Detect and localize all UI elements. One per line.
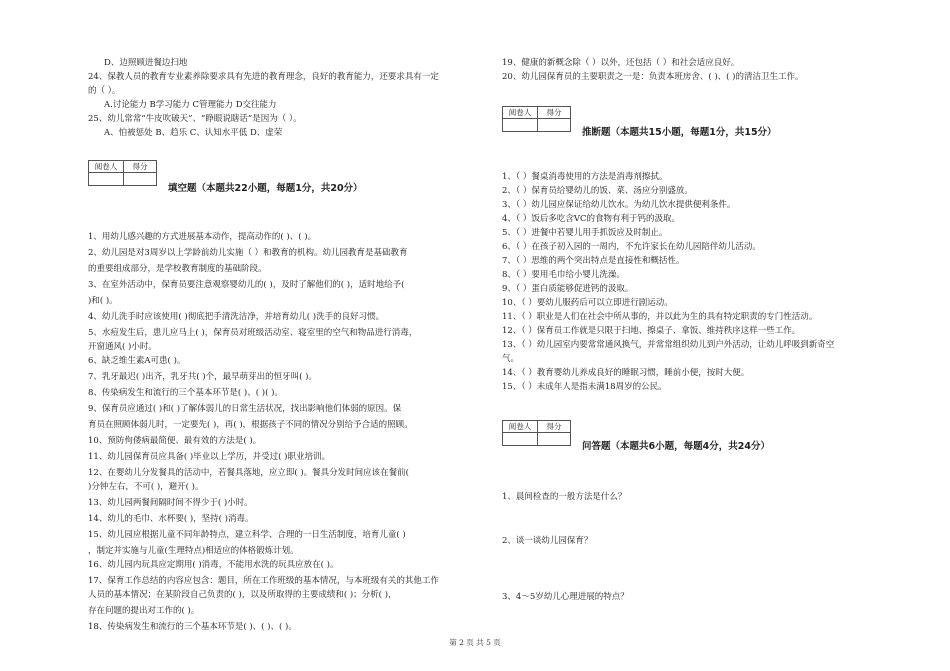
fill-question-line: )分钟左右，不可( )，避开( )。 <box>88 482 204 492</box>
grader-header: 阅卷人 <box>503 421 538 433</box>
section-title-fill: 填空题（本题共22小题，每题1分，共20分） <box>168 183 363 194</box>
fill-question-line: 18、传染病发生和流行的三个基本环节是( )、( )、( )。 <box>88 622 297 632</box>
score-box <box>502 106 571 132</box>
fill-question-line: 15、幼儿园应根据儿童不同年龄特点，建立科学、合理的一日生活制度，培育儿童( ) <box>88 530 406 540</box>
fill-question-line: 16、幼儿园内玩具应定期用( )消毒，不能用水洗的玩具应放在( )。 <box>88 560 339 570</box>
fill-question-line: 4、幼儿洗手时应该使用( )彻底把手清洗洁净，并培育幼儿( )洗手的良好习惯。 <box>88 312 385 322</box>
fill-question-line: )和( )。 <box>88 296 118 306</box>
score-cell[interactable] <box>538 433 571 446</box>
fill-question-line: 1、用幼儿感兴趣的方式进展基本动作，提高动作的( )、( )。 <box>88 232 317 242</box>
fill-question-line: ，制定并实施与儿童(生理特点)相适应的体格锻炼计划。 <box>88 546 299 556</box>
option-line: A、怕被惩处 B、趋乐 C、认知水平低 D、虚荣 <box>104 128 283 138</box>
fill-question-line: 2、幼儿园是对3周岁以上学龄前幼儿实施（ ）和教育的机构。幼儿园教育是基础教育 <box>88 248 408 258</box>
judge-question-line: 9、（ ）蛋白质能够促进钙的汲取。 <box>502 284 634 294</box>
section-title-qa: 问答题（本题共6小题，每题4分，共24分） <box>582 441 770 452</box>
option-line: D、边照顾进餐边扫地 <box>104 58 188 68</box>
grader-header: 阅卷人 <box>89 161 124 173</box>
grader-cell[interactable] <box>503 433 538 446</box>
question-line: 25、幼儿常常“牛皮吹破天”、“睁眼说瞎话”是因为（ ）。 <box>88 114 302 124</box>
judge-question-line: 3、（ ）幼儿园应保证给幼儿饮水。为幼儿饮水提供便利条件。 <box>502 200 736 210</box>
fill-question-line: 开窗通风( )小时。 <box>88 342 157 352</box>
fill-question-line: 14、幼儿的毛巾、水杯要( )，坚持( )消毒。 <box>88 514 254 524</box>
fill-question-line: 17、保育工作总结的内容应包含：题目，所在工作班级的基本情况，与本班级有关的其他工作 <box>88 576 439 586</box>
section-title-judge: 推断题（本题共15小题，每题1分，共15分） <box>582 127 777 138</box>
right-column <box>480 0 950 671</box>
fill-question-line: 5、水痘发生后，患儿应马上( )，保育员对班级活动室、寝室里的空气和物品进行消毒， <box>88 328 418 338</box>
qa-question: 2、谈一谈幼儿园保育？ <box>502 536 593 546</box>
judge-question-line: 10、（ ）要幼儿服药后可以立即进行剧运动。 <box>502 298 673 308</box>
fill-question-line: 3、在室外活动中，保育员要注意观察婴幼儿的( )，及时了解他们的( )，适时地给予( <box>88 280 405 290</box>
fill-question-line: 的重要组成部分，是学校教育制度的基础阶段。 <box>88 264 267 274</box>
judge-question-line: 15、（ ）未成年人是指未满18周岁的公民。 <box>502 382 667 392</box>
judge-question-line: 1、（ ）餐桌消毒使用的方法是消毒剂擦拭。 <box>502 172 668 182</box>
score-box <box>502 420 571 446</box>
fill-question-line: 11、幼儿园保育员应具备( )毕业以上学历，并受过( )职业培训。 <box>88 452 330 462</box>
score-cell[interactable] <box>538 119 571 132</box>
fill-question-line: 8、传染病发生和流行的三个基本环节是( )、( )( )。 <box>88 388 283 398</box>
fill-question-line: 育员在照顾体弱儿时，一定要先( )，再( )，根据孩子不同的情况分别给予合适的照顾。 <box>88 420 413 430</box>
qa-question: 3、4～5岁幼儿心理进展的特点？ <box>502 592 629 602</box>
question-line: 20、幼儿园保育员的主要职责之一是：负责本班房舍、( )、( )的清洁卫生工作。 <box>502 72 804 82</box>
page-footer: 第 2 页 共 5 页 <box>449 638 501 647</box>
fill-question-line: 人员的基本情况；在某阶段自己负责的( )，以及所取得的主要成绩和( )；分析( )， <box>88 590 397 600</box>
grader-header: 阅卷人 <box>503 107 538 119</box>
judge-question-line: 14、（ ）教育婴幼儿养成良好的睡眠习惯，睡前小便，按时大便。 <box>502 368 750 378</box>
fill-question-line: 13、幼儿园两餐间隔时间不得少于( )小时。 <box>88 498 253 508</box>
judge-question-line: 11、（ ）职业是人们在社会中所从事的，并以此为生的具有特定职责的专门性活动。 <box>502 312 818 322</box>
fill-question-line: 6、缺乏维生素A可患( )。 <box>88 356 186 366</box>
judge-question-line: 4、（ ）饭后多吃含VC的食物有利于钙的汲取。 <box>502 214 681 224</box>
fill-question-line: 10、预防佝偻病最简便、最有效的方法是( )。 <box>88 436 262 446</box>
grader-cell[interactable] <box>89 173 124 186</box>
question-line: 的（ ）。 <box>88 86 121 96</box>
judge-question-line: 气。 <box>502 354 520 364</box>
judge-question-line: 2、（ ）保育员给婴幼儿的饭、菜、汤应分别盛放。 <box>502 186 693 196</box>
fill-question-line: 7、乳牙最迟( )出齐，乳牙共( )个，最早萌芽出的恒牙叫( )。 <box>88 372 317 382</box>
fill-question-line: 9、保育员应通过( )和( )了解体弱儿的日常生活状况，找出影响他们体弱的原因。保 <box>88 404 402 414</box>
question-line: 24、保教人员的教育专业素养除要求具有先进的教育理念，良好的教育能力，还要求具有一定 <box>88 72 439 82</box>
judge-question-line: 6、（ ）在孩子初入园的一周内，不允许家长在幼儿园陪伴幼儿活动。 <box>502 242 761 252</box>
grader-cell[interactable] <box>503 119 538 132</box>
judge-question-line: 12、（ ）保育员工作就是只限于扫地、擦桌子、拿饭、维持秩序这样一些工作。 <box>502 326 801 336</box>
score-header: 得分 <box>124 161 157 173</box>
judge-question-line: 13、（ ）幼儿园室内要常常通风换气，并常常组织幼儿到户外活动，让幼儿呼吸到新奇空 <box>502 340 835 350</box>
fill-question-line: 12、在婴幼儿分发餐具的活动中，若餐具落地，应立即( )。餐具分发时间应该在餐前( <box>88 468 409 478</box>
question-line: 19、健康的新概念除（ ）以外，还包括（ ）和社会适应良好。 <box>502 58 740 68</box>
judge-question-line: 5、（ ）进餐中若婴儿用手抓饭应及时制止。 <box>502 228 668 238</box>
score-header: 得分 <box>538 421 571 433</box>
judge-question-line: 8、（ ）要用毛巾给小婴儿洗澡。 <box>502 270 625 280</box>
judge-question-line: 7、（ ）思维的两个突出特点是直接性和概括性。 <box>502 256 685 266</box>
option-line: A.讨论能力 B学习能力 C管理能力 D交往能力 <box>104 100 277 110</box>
score-box <box>88 160 157 186</box>
qa-question: 1、晨间检查的一般方法是什么？ <box>502 492 627 502</box>
score-header: 得分 <box>538 107 571 119</box>
score-cell[interactable] <box>124 173 157 186</box>
fill-question-line: 存在问题的提出对工作的( )。 <box>88 606 200 616</box>
